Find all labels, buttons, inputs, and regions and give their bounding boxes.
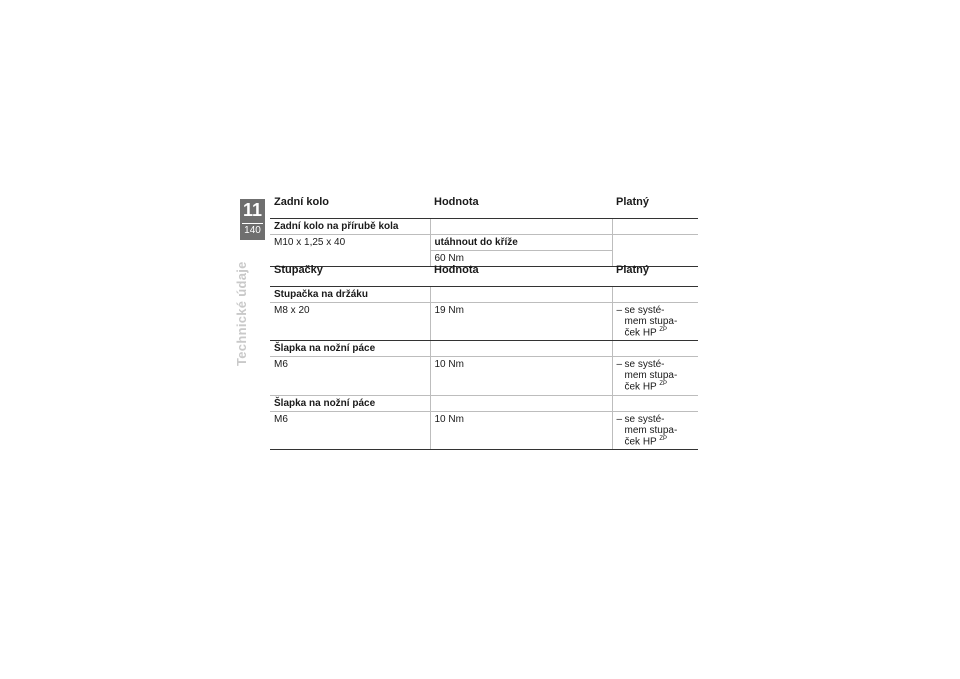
validity: – se systé- mem stupa- ček HP $^{ZP}$	[612, 357, 698, 395]
torque-value: 60 Nm	[430, 251, 612, 267]
header-valid: Platný	[612, 262, 698, 287]
screw-spec: M10 x 1,25 x 40	[274, 237, 346, 248]
screw-spec: M6	[270, 357, 430, 395]
screw-spec: M8 x 20	[270, 303, 430, 341]
dash-bullet: –	[616, 305, 623, 316]
dash-bullet: –	[616, 359, 623, 371]
validity: – se systé- mem stupa- ček HP $^{ZP}$	[612, 303, 698, 341]
header-value: Hodnota	[430, 262, 612, 287]
header-footrests: Stupačky	[270, 262, 430, 287]
side-section-title: Technické údaje	[234, 261, 249, 366]
header-valid: Platný	[612, 194, 698, 219]
group-title: Šlapka na nožní páce	[270, 395, 430, 411]
torque-value: 10 Nm	[430, 411, 612, 449]
torque-value: 10 Nm	[430, 357, 612, 395]
rear-wheel-table	[270, 194, 698, 267]
page-number: 140	[242, 223, 263, 237]
header-value: Hodnota	[430, 194, 612, 219]
validity: – se systé- mem stupa- ček HP $^{ZP}$	[612, 411, 698, 449]
footrests-table	[270, 262, 698, 450]
screw-spec: M6	[270, 411, 430, 449]
torque-value: 19 Nm	[430, 303, 612, 341]
group-title: Stupačka na držáku	[270, 287, 430, 303]
chapter-number: 11	[242, 200, 263, 220]
header-rear-wheel: Zadní kolo	[270, 194, 430, 219]
group-title: Zadní kolo na přírubě kola	[270, 219, 430, 235]
dash-bullet: –	[616, 413, 623, 425]
group-title: Šlapka na nožní páce	[270, 341, 430, 357]
torque-step: utáhnout do kříže	[430, 235, 612, 251]
